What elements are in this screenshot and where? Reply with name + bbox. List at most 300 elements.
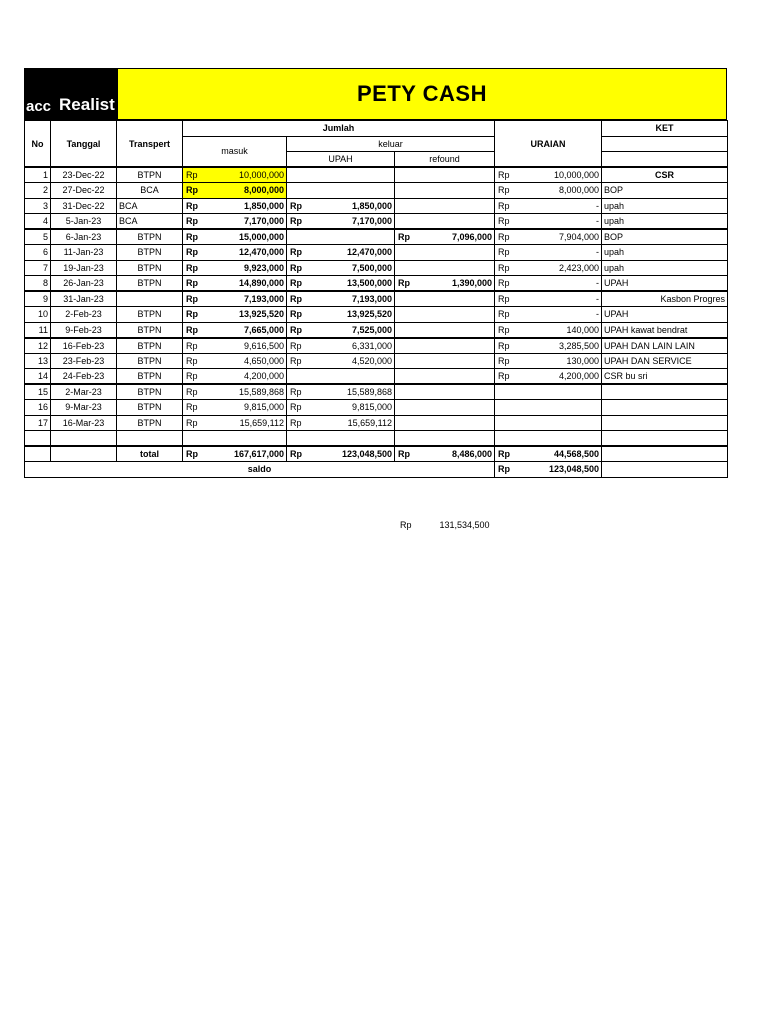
row-refound (395, 369, 495, 385)
row-refound-amount: 7,096,000 (451, 232, 492, 242)
table-row (25, 415, 728, 431)
table-row (25, 369, 728, 385)
currency-label: Rp (290, 216, 302, 226)
row-refound (395, 384, 495, 400)
row-transpert: BCA (117, 183, 183, 199)
row-tanggal: 5-Jan-23 (51, 214, 117, 230)
row-no: 2 (25, 183, 51, 199)
row-transpert: BTPN (117, 307, 183, 323)
row-masuk-money (185, 201, 284, 211)
row-transpert: BTPN (117, 322, 183, 338)
table-row (25, 400, 728, 416)
page-title: PETY CASH (117, 69, 726, 119)
blank-cell (117, 431, 183, 447)
row-tanggal: 31-Dec-22 (51, 198, 117, 214)
row-uraian (495, 214, 602, 230)
row-upah-money (289, 278, 392, 288)
currency-label: Rp (186, 355, 198, 366)
row-upah-money (289, 356, 392, 366)
row-transpert: BTPN (117, 245, 183, 261)
row-masuk-money (185, 356, 284, 366)
row-ket: upah (602, 214, 728, 230)
row-uraian-money (497, 325, 599, 335)
currency-label: Rp (186, 387, 198, 397)
table-row (25, 245, 728, 261)
row-uraian-money (497, 294, 599, 304)
row-uraian-money (497, 216, 599, 226)
blank-cell (183, 431, 287, 447)
row-ket: BOP (602, 183, 728, 199)
row-uraian (495, 245, 602, 261)
row-uraian (495, 369, 602, 385)
currency-label: Rp (290, 387, 302, 397)
row-tanggal: 11-Jan-23 (51, 245, 117, 261)
row-uraian (495, 198, 602, 214)
row-uraian (495, 415, 602, 431)
currency-label: Rp (290, 340, 302, 351)
row-masuk-amount: 15,589,868 (238, 387, 284, 397)
row-ket: UPAH kawat bendrat (602, 322, 728, 338)
total-refound-amount: 8,486,000 (451, 449, 492, 459)
row-upah-money (289, 294, 392, 304)
row-upah (287, 276, 395, 292)
currency-label: Rp (498, 232, 510, 242)
currency-label: Rp (186, 278, 198, 288)
row-ket: BOP (602, 229, 728, 245)
row-uraian-money (497, 341, 599, 351)
row-masuk-money (185, 294, 284, 304)
col-header-transpert: Transpert (117, 121, 183, 168)
currency-label: Rp (186, 216, 198, 226)
row-uraian-money (497, 356, 599, 366)
row-ket: UPAH (602, 276, 728, 292)
currency-label: Rp (290, 247, 302, 258)
row-no: 11 (25, 322, 51, 338)
row-ket: CSR bu sri (602, 369, 728, 385)
blank-cell (287, 431, 395, 447)
row-refound (395, 307, 495, 323)
row-upah-amount: 13,500,000 (346, 278, 392, 288)
row-masuk-amount: 9,923,000 (243, 262, 284, 273)
saldo-label: saldo (25, 462, 495, 478)
blank-cell (602, 431, 728, 447)
currency-label: Rp (498, 170, 510, 180)
currency-label: Rp (498, 464, 510, 475)
row-uraian-amount: 10,000,000 (553, 170, 599, 180)
row-uraian-amount: 3,285,500 (558, 340, 599, 351)
row-ket: upah (602, 260, 728, 276)
row-masuk-money (185, 185, 284, 195)
row-upah (287, 291, 395, 307)
row-refound (395, 291, 495, 307)
total-masuk-money (185, 449, 284, 459)
row-uraian-amount: 2,423,000 (558, 262, 599, 273)
row-no: 16 (25, 400, 51, 416)
ket-header-blank-2 (602, 152, 728, 168)
currency-label: Rp (290, 278, 302, 288)
table-row (25, 338, 728, 354)
currency-label: Rp (498, 294, 510, 304)
row-no: 1 (25, 167, 51, 183)
row-masuk (183, 229, 287, 245)
row-upah (287, 369, 395, 385)
row-upah-amount: 7,170,000 (351, 216, 392, 226)
row-masuk (183, 183, 287, 199)
currency-label: Rp (186, 170, 198, 180)
currency-label: Rp (398, 449, 410, 459)
row-masuk (183, 260, 287, 276)
row-ket: CSR (602, 167, 728, 183)
row-transpert: BTPN (117, 338, 183, 354)
row-masuk-money (185, 387, 284, 397)
row-refound (395, 415, 495, 431)
currency-label: Rp (186, 232, 198, 242)
row-uraian-amount: - (596, 294, 599, 304)
currency-label: Rp (498, 216, 510, 226)
total-upah-amount: 123,048,500 (341, 449, 392, 459)
row-masuk-amount: 9,616,500 (243, 340, 284, 351)
row-masuk (183, 214, 287, 230)
row-tanggal: 27-Dec-22 (51, 183, 117, 199)
currency-label: Rp (498, 185, 510, 196)
table-row (25, 214, 728, 230)
row-uraian (495, 307, 602, 323)
col-header-tanggal: Tanggal (51, 121, 117, 168)
row-upah-amount: 13,925,520 (346, 309, 392, 320)
row-tanggal: 23-Feb-23 (51, 353, 117, 369)
row-upah-amount: 1,850,000 (351, 200, 392, 211)
row-uraian (495, 183, 602, 199)
row-masuk (183, 400, 287, 416)
row-transpert: BCA (117, 214, 183, 230)
row-upah (287, 322, 395, 338)
row-uraian (495, 353, 602, 369)
row-upah-money (289, 325, 392, 335)
row-tanggal: 9-Feb-23 (51, 322, 117, 338)
row-masuk-money (185, 232, 284, 242)
row-uraian-money (497, 247, 599, 257)
row-uraian-money (497, 170, 599, 180)
currency-label: Rp (186, 449, 198, 459)
saldo-value-amount: 123,048,500 (548, 464, 599, 475)
row-refound (395, 353, 495, 369)
row-upah-money (289, 387, 392, 397)
col-header-uraian: URAIAN (495, 121, 602, 168)
row-refound (395, 338, 495, 354)
total-blank (51, 446, 117, 462)
row-uraian-money (497, 371, 599, 381)
currency-label: Rp (290, 294, 302, 304)
total-refound (395, 446, 495, 462)
row-transpert: BTPN (117, 167, 183, 183)
table-row (25, 183, 728, 199)
row-upah-money (289, 216, 392, 226)
row-no: 12 (25, 338, 51, 354)
row-transpert: BTPN (117, 400, 183, 416)
acc-text: acc (26, 98, 52, 115)
currency-label: Rp (498, 340, 510, 351)
row-masuk-money (185, 402, 284, 412)
row-upah (287, 245, 395, 261)
row-tanggal: 26-Jan-23 (51, 276, 117, 292)
row-no: 6 (25, 245, 51, 261)
row-upah-money (289, 309, 392, 319)
row-upah (287, 307, 395, 323)
row-upah-money (289, 341, 392, 351)
row-masuk-money (185, 309, 284, 319)
row-upah-money (289, 418, 392, 428)
row-refound (395, 400, 495, 416)
row-uraian-amount: 130,000 (566, 355, 599, 366)
row-upah (287, 229, 395, 245)
realist-text: Realist (59, 95, 115, 114)
row-masuk-money (185, 170, 284, 180)
blank-row (25, 431, 728, 447)
row-masuk-money (185, 216, 284, 226)
petty-cash-table (24, 120, 728, 478)
row-refound (395, 183, 495, 199)
row-uraian-money (497, 201, 599, 211)
total-masuk-amount: 167,617,000 (233, 449, 284, 459)
row-upah-money (289, 402, 392, 412)
extra-currency: Rp (400, 520, 412, 530)
total-label: total (117, 446, 183, 462)
row-uraian-amount: - (596, 309, 599, 320)
row-masuk (183, 415, 287, 431)
table-row (25, 291, 728, 307)
row-tanggal: 23-Dec-22 (51, 167, 117, 183)
total-row (25, 446, 728, 462)
currency-label: Rp (186, 294, 198, 304)
currency-label: Rp (498, 355, 510, 366)
row-no: 7 (25, 260, 51, 276)
row-masuk-money (185, 325, 284, 335)
row-masuk (183, 369, 287, 385)
blank-cell (395, 431, 495, 447)
row-masuk (183, 198, 287, 214)
row-ket: UPAH DAN SERVICE (602, 353, 728, 369)
currency-label: Rp (290, 262, 302, 273)
currency-label: Rp (186, 185, 198, 196)
row-masuk-money (185, 418, 284, 428)
row-refound-money (397, 278, 492, 288)
currency-label: Rp (186, 371, 198, 381)
row-upah-amount: 4,520,000 (351, 355, 392, 366)
row-uraian (495, 276, 602, 292)
table-row (25, 307, 728, 323)
total-upah-money (289, 449, 392, 459)
row-uraian (495, 400, 602, 416)
row-masuk-money (185, 341, 284, 351)
row-upah (287, 198, 395, 214)
row-upah-amount: 7,193,000 (351, 294, 392, 304)
row-uraian-money (497, 232, 599, 242)
row-uraian-amount: - (596, 216, 599, 226)
row-upah-amount: 12,470,000 (346, 247, 392, 258)
row-masuk (183, 353, 287, 369)
row-tanggal: 31-Jan-23 (51, 291, 117, 307)
row-masuk-amount: 7,665,000 (243, 324, 284, 335)
total-ket-blank (602, 446, 728, 462)
table-row (25, 198, 728, 214)
row-masuk-money (185, 263, 284, 273)
row-refound (395, 167, 495, 183)
row-no: 13 (25, 353, 51, 369)
currency-label: Rp (498, 371, 510, 381)
col-header-ket: KET (602, 121, 728, 137)
table-row (25, 384, 728, 400)
row-refound-amount: 1,390,000 (451, 278, 492, 288)
extra-value: 131,534,500 (439, 520, 490, 530)
row-ket: upah (602, 245, 728, 261)
row-masuk (183, 291, 287, 307)
row-upah-amount: 9,815,000 (351, 402, 392, 413)
row-uraian-money (497, 263, 599, 273)
currency-label: Rp (398, 232, 410, 242)
row-uraian (495, 229, 602, 245)
row-transpert: BTPN (117, 369, 183, 385)
row-upah-money (289, 201, 392, 211)
row-upah-money (289, 247, 392, 257)
row-refound (395, 214, 495, 230)
saldo-ket-blank (602, 462, 728, 478)
row-upah (287, 415, 395, 431)
row-tanggal: 2-Mar-23 (51, 384, 117, 400)
table-row (25, 353, 728, 369)
ket-header-blank (602, 136, 728, 152)
currency-label: Rp (186, 247, 198, 258)
table-row (25, 322, 728, 338)
row-refound (395, 245, 495, 261)
row-uraian-amount: 4,200,000 (558, 371, 599, 381)
row-masuk-amount: 14,890,000 (238, 278, 284, 288)
row-upah (287, 214, 395, 230)
row-tanggal: 6-Jan-23 (51, 229, 117, 245)
row-ket: UPAH DAN LAIN LAIN (602, 338, 728, 354)
row-masuk (183, 307, 287, 323)
col-header-no: No (25, 121, 51, 168)
petty-cash-sheet (24, 68, 727, 478)
row-masuk (183, 167, 287, 183)
currency-label: Rp (290, 449, 302, 459)
row-no: 15 (25, 384, 51, 400)
saldo-row (25, 462, 728, 478)
currency-label: Rp (290, 309, 302, 320)
row-no: 5 (25, 229, 51, 245)
row-uraian-amount: 7,904,000 (558, 232, 599, 242)
currency-label: Rp (498, 449, 510, 459)
currency-label: Rp (186, 200, 198, 211)
row-uraian (495, 260, 602, 276)
row-transpert: BTPN (117, 353, 183, 369)
currency-label: Rp (290, 402, 302, 413)
row-masuk (183, 245, 287, 261)
row-masuk-amount: 4,200,000 (243, 371, 284, 381)
currency-label: Rp (498, 262, 510, 273)
row-transpert: BTPN (117, 415, 183, 431)
currency-label: Rp (498, 309, 510, 320)
currency-label: Rp (186, 402, 198, 413)
row-transpert: BTPN (117, 276, 183, 292)
row-masuk-amount: 15,659,112 (239, 417, 284, 428)
currency-label: Rp (290, 417, 302, 428)
row-masuk-amount: 12,470,000 (238, 247, 284, 258)
currency-label: Rp (498, 200, 510, 211)
row-upah (287, 167, 395, 183)
row-ket: upah (602, 198, 728, 214)
row-upah-money (289, 263, 392, 273)
row-uraian-money (497, 278, 599, 288)
row-masuk-amount: 4,650,000 (243, 355, 284, 366)
row-refound (395, 260, 495, 276)
blank-cell (25, 431, 51, 447)
row-upah-amount: 7,525,000 (351, 324, 392, 335)
currency-label: Rp (290, 324, 302, 335)
row-ket (602, 415, 728, 431)
row-upah (287, 260, 395, 276)
col-header-upah: UPAH (287, 152, 395, 168)
blank-cell (495, 431, 602, 447)
currency-label: Rp (498, 278, 510, 288)
col-header-jumlah: Jumlah (183, 121, 495, 137)
row-upah (287, 384, 395, 400)
row-uraian (495, 384, 602, 400)
total-upah (287, 446, 395, 462)
title-bar (24, 68, 727, 120)
row-tanggal: 2-Feb-23 (51, 307, 117, 323)
row-refound (395, 276, 495, 292)
row-ket: UPAH (602, 307, 728, 323)
row-tanggal: 16-Mar-23 (51, 415, 117, 431)
row-masuk-money (185, 371, 284, 381)
currency-label: Rp (498, 324, 510, 335)
row-masuk-amount: 7,170,000 (243, 216, 284, 226)
currency-label: Rp (290, 355, 302, 366)
blank-cell (51, 431, 117, 447)
row-uraian (495, 167, 602, 183)
row-upah (287, 183, 395, 199)
total-refound-money (397, 449, 492, 459)
row-upah-amount: 6,331,000 (351, 340, 392, 351)
row-tanggal: 19-Jan-23 (51, 260, 117, 276)
currency-label: Rp (290, 200, 302, 211)
total-masuk (183, 446, 287, 462)
row-masuk-amount: 13,925,520 (238, 309, 284, 320)
row-no: 3 (25, 198, 51, 214)
row-uraian-money (497, 309, 599, 319)
row-upah-amount: 7,500,000 (351, 262, 392, 273)
row-ket (602, 400, 728, 416)
row-uraian-amount: - (596, 247, 599, 258)
row-transpert: BCA (117, 198, 183, 214)
col-header-refound: refound (395, 152, 495, 168)
row-transpert: BTPN (117, 384, 183, 400)
row-ket: Kasbon Progres (602, 291, 728, 307)
acc-realist-label (25, 69, 117, 119)
row-masuk (183, 338, 287, 354)
row-masuk (183, 276, 287, 292)
row-transpert: BTPN (117, 229, 183, 245)
total-uraian-amount: 44,568,500 (553, 449, 599, 459)
row-uraian (495, 291, 602, 307)
row-refound (395, 198, 495, 214)
table-row (25, 167, 728, 183)
currency-label: Rp (498, 247, 510, 258)
col-header-masuk: masuk (183, 136, 287, 167)
row-upah (287, 400, 395, 416)
row-upah (287, 353, 395, 369)
row-uraian (495, 322, 602, 338)
